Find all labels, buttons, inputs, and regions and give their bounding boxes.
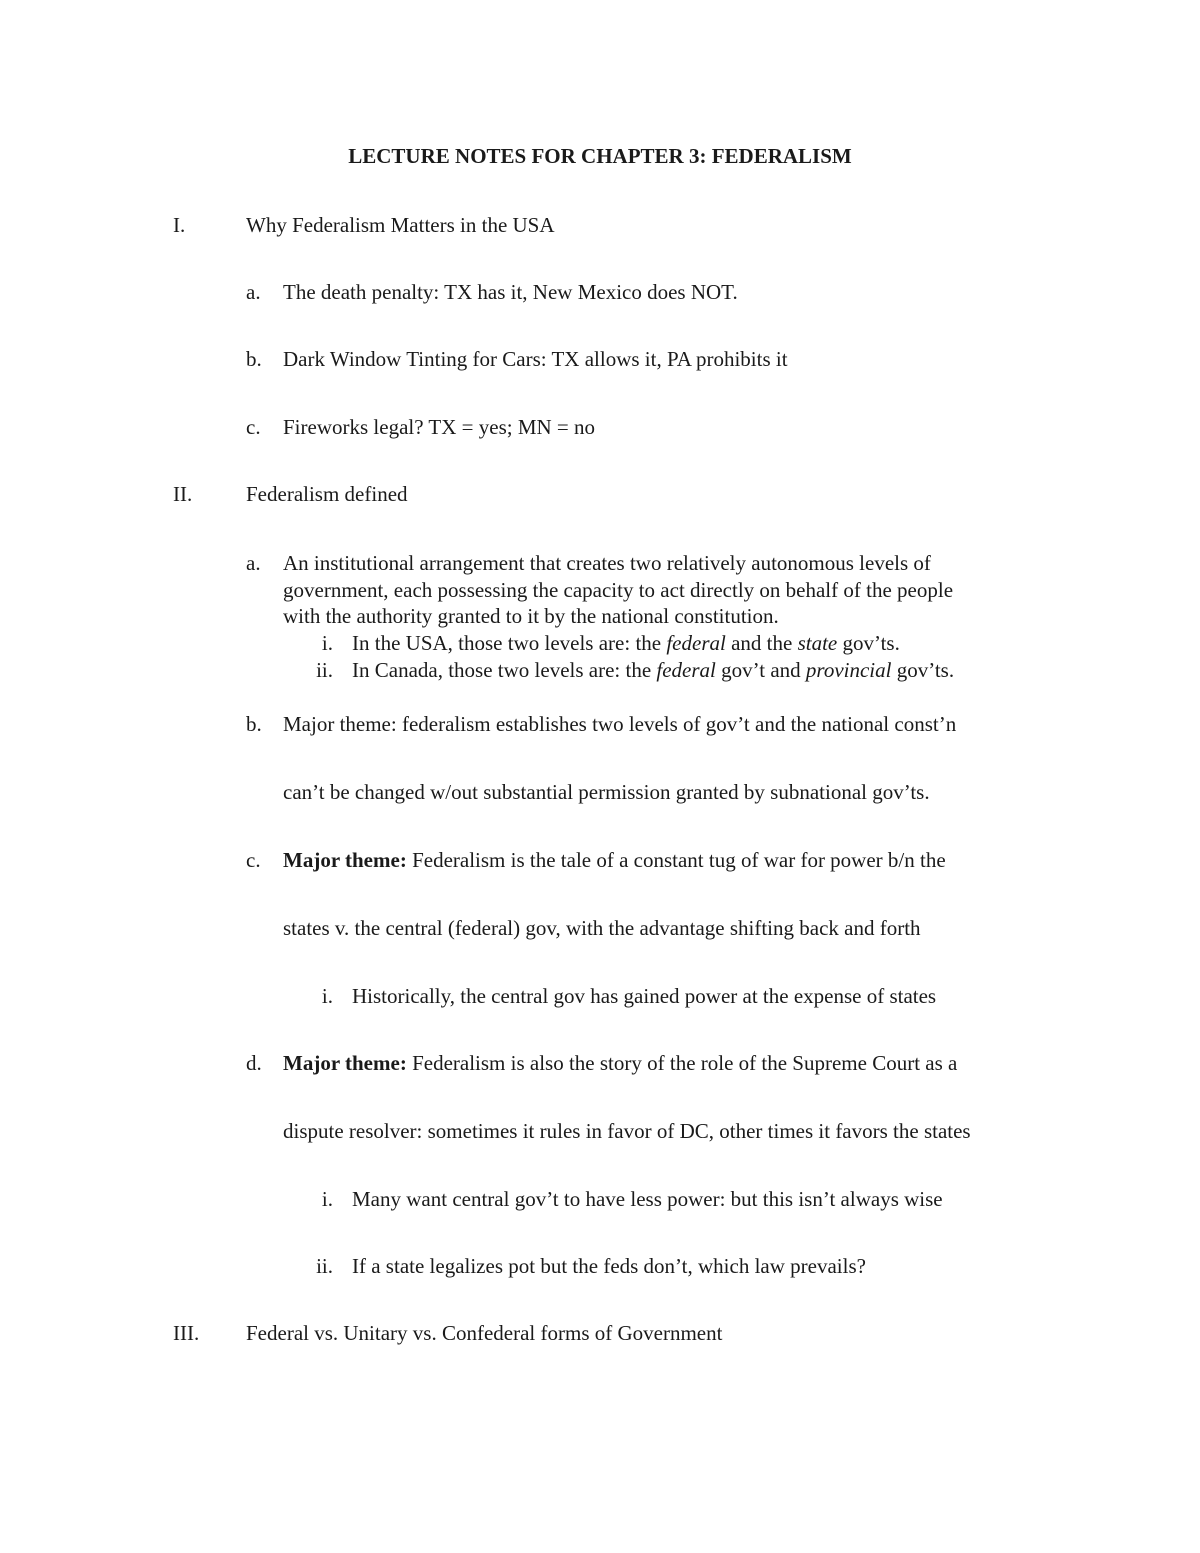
list-marker: b.	[246, 347, 262, 371]
sublist-item: In the USA, those two levels are: the federal and the state gov’ts.	[352, 631, 900, 655]
bold-label: Major theme:	[283, 848, 407, 872]
list-marker: a.	[246, 280, 261, 304]
list-item-line: Major theme: Federalism is the tale of a constant tug of war for power b/n the	[283, 848, 946, 872]
list-marker: d.	[246, 1051, 262, 1075]
section-heading: Federal vs. Unitary vs. Confederal forms of Government	[246, 1321, 723, 1345]
section-numeral: II.	[173, 482, 193, 506]
list-marker: c.	[246, 415, 261, 439]
list-item: Dark Window Tinting for Cars: TX allows it, PA prohibits it	[283, 347, 788, 371]
sublist-item: If a state legalizes pot but the feds don’t, which law prevails?	[352, 1254, 866, 1278]
list-item-line: Major theme: federalism establishes two levels of gov’t and the national const’n	[283, 712, 957, 736]
sublist-item: In Canada, those two levels are: the federal gov’t and provincial gov’ts.	[352, 658, 955, 682]
list-item-line: Major theme: Federalism is also the story of the role of the Supreme Court as a	[283, 1051, 958, 1075]
section-numeral: I.	[173, 213, 186, 237]
list-item: The death penalty: TX has it, New Mexico does NOT.	[283, 280, 738, 304]
sublist-marker: i.	[321, 984, 333, 1008]
section-numeral: III.	[173, 1321, 200, 1345]
list-item-line: can’t be changed w/out substantial permission granted by subnational gov’ts.	[283, 780, 930, 804]
bold-label: Major theme:	[283, 1051, 407, 1075]
emphasis: federal	[666, 631, 726, 655]
list-item-line: states v. the central (federal) gov, with the advantage shifting back and forth	[283, 916, 921, 940]
sublist-marker: ii.	[316, 658, 333, 682]
list-item: Fireworks legal? TX = yes; MN = no	[283, 415, 596, 439]
text-line: with the authority granted to it by the national constitution.	[283, 604, 779, 628]
text-line: government, each possessing the capacity to act directly on behalf of the people	[283, 577, 954, 602]
sublist-item: Many want central gov’t to have less power: but this isn’t always wise	[352, 1187, 943, 1211]
sublist-marker: i.	[321, 1187, 333, 1211]
sublist-marker: i.	[321, 631, 333, 655]
list-marker: c.	[246, 848, 261, 872]
section-heading: Why Federalism Matters in the USA	[246, 213, 555, 237]
list-item-line: dispute resolver: sometimes it rules in favor of DC, other times it favors the states	[283, 1119, 971, 1143]
emphasis: state	[797, 631, 838, 655]
sublist-marker: ii.	[316, 1254, 333, 1278]
section-heading: Federalism defined	[246, 482, 408, 506]
list-marker: b.	[246, 712, 262, 736]
sublist-item: Historically, the central gov has gained power at the expense of states	[352, 984, 937, 1008]
list-item	[283, 550, 953, 630]
text-line: An institutional arrangement that creates two relatively autonomous levels of	[283, 551, 931, 575]
list-marker: a.	[246, 551, 261, 575]
emphasis: federal	[656, 658, 716, 682]
page-title: LECTURE NOTES FOR CHAPTER 3: FEDERALISM	[348, 144, 852, 168]
emphasis: provincial	[805, 658, 892, 682]
